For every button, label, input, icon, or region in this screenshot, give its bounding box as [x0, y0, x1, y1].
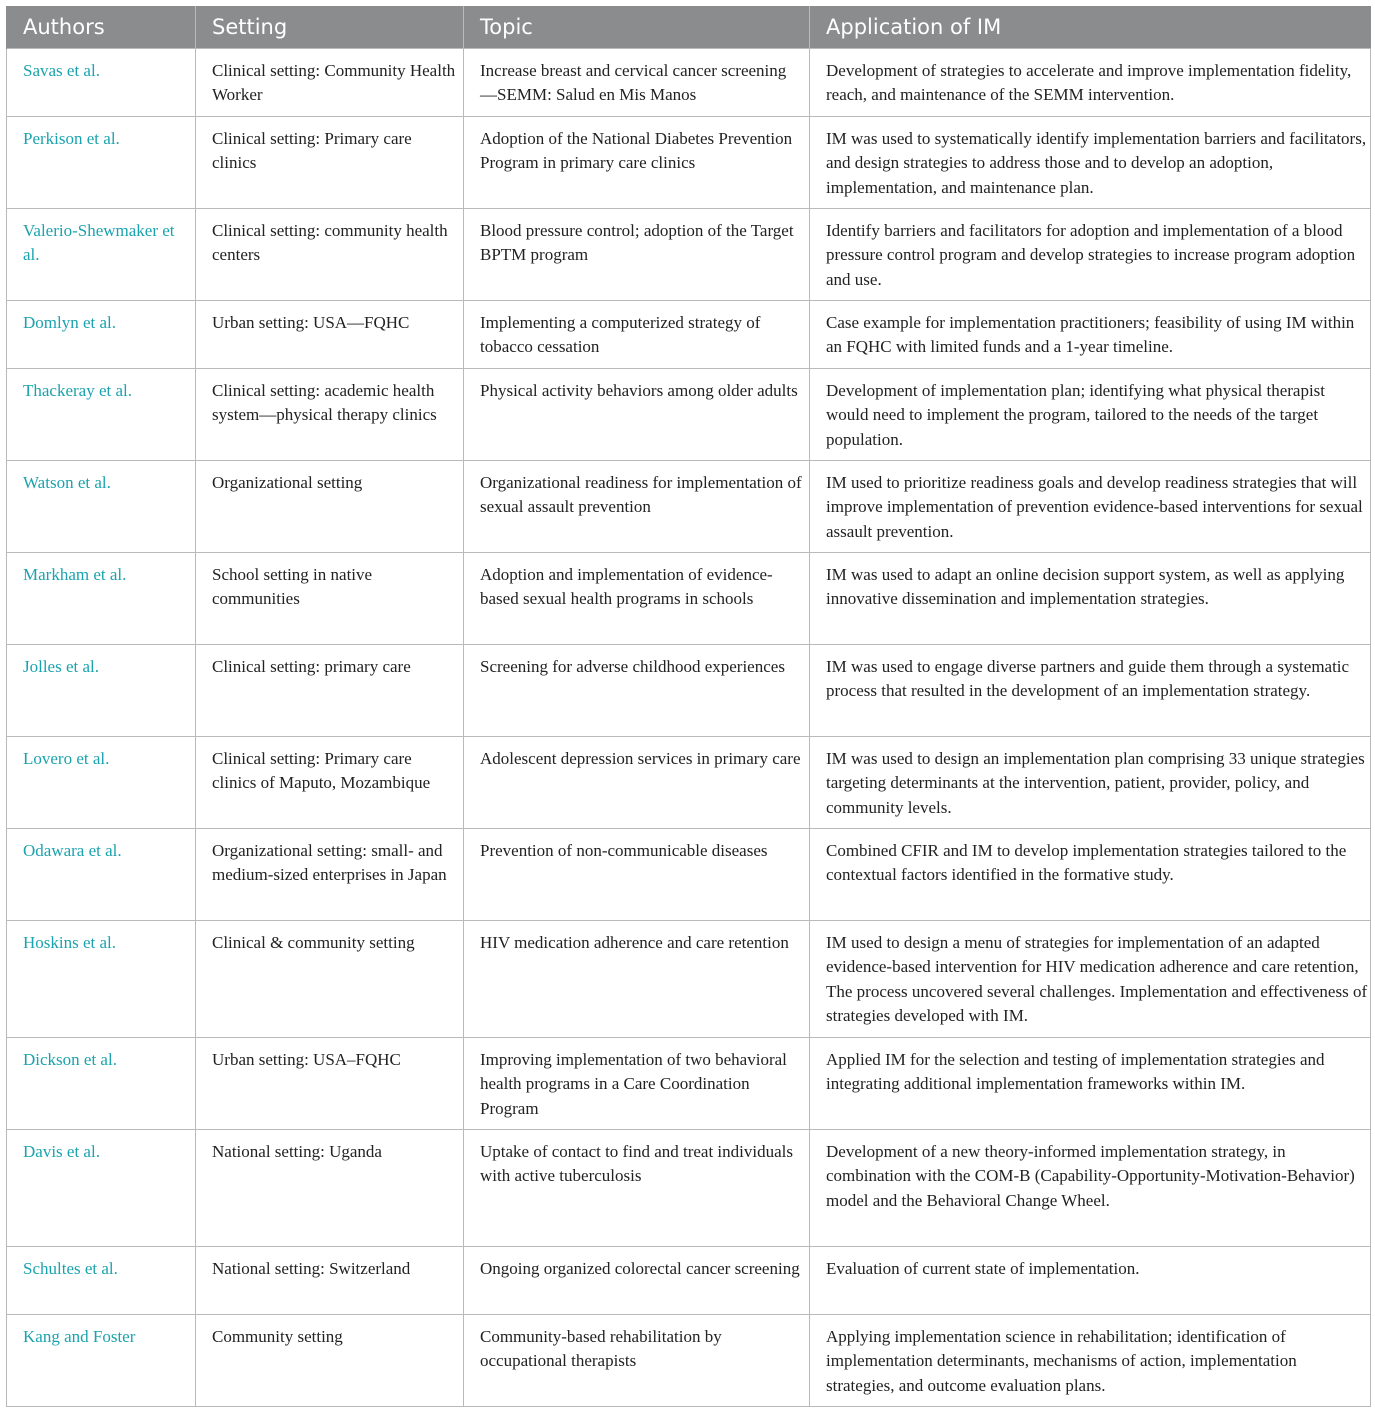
cell-topic: HIV medication adherence and care retention: [464, 920, 810, 1037]
table-row: [7, 552, 1371, 644]
cell-application: IM was used to engage diverse partners and guide them through a systematic process that resulted in the development of an implementation strategy.: [810, 644, 1371, 736]
table-row: [7, 920, 1371, 1037]
cell-topic: Physical activity behaviors among older adults: [464, 368, 810, 460]
cell-application: IM was used to design an implementation plan comprising 33 unique strategies targeting determinants at the intervention, patient, provider, policy, and community levels.: [810, 736, 1371, 828]
cell-authors[interactable]: Lovero et al.: [7, 736, 196, 828]
cell-application: Applying implementation science in rehabilitation; identification of implementation determinants, mechanisms of action, implementation strategies, and outcome evaluation plans.: [810, 1314, 1371, 1406]
table-row: [7, 1314, 1371, 1406]
cell-authors[interactable]: Perkison et al.: [7, 116, 196, 208]
cell-setting: Organizational setting: [196, 460, 464, 552]
cell-application: Development of a new theory-informed implementation strategy, in combination with the COM-B (Capability-Opportunity-Motivation-Behavior) model and the Behavioral Change Wheel.: [810, 1129, 1371, 1246]
cell-setting: Clinical setting: Primary care clinics: [196, 116, 464, 208]
cell-topic: Prevention of non-communicable diseases: [464, 828, 810, 920]
cell-authors[interactable]: Jolles et al.: [7, 644, 196, 736]
cell-authors[interactable]: Kang and Foster: [7, 1314, 196, 1406]
table-body: [7, 48, 1371, 1406]
cell-setting: Clinical & community setting: [196, 920, 464, 1037]
cell-authors[interactable]: Odawara et al.: [7, 828, 196, 920]
cell-application: Identify barriers and facilitators for adoption and implementation of a blood pressure control program and develop strategies to increase program adoption and use.: [810, 208, 1371, 300]
cell-topic: Improving implementation of two behavioral health programs in a Care Coordination Program: [464, 1037, 810, 1129]
table-row: [7, 1129, 1371, 1246]
table-row: [7, 300, 1371, 368]
header-topic: Topic: [464, 6, 810, 48]
cell-topic: Implementing a computerized strategy of tobacco cessation: [464, 300, 810, 368]
cell-setting: Clinical setting: Primary care clinics of Maputo, Mozambique: [196, 736, 464, 828]
cell-topic: Increase breast and cervical cancer screening—SEMM: Salud en Mis Manos: [464, 48, 810, 116]
cell-setting: Urban setting: USA–FQHC: [196, 1037, 464, 1129]
cell-topic: Adoption of the National Diabetes Prevention Program in primary care clinics: [464, 116, 810, 208]
cell-authors[interactable]: Markham et al.: [7, 552, 196, 644]
cell-application: IM used to design a menu of strategies for implementation of an adapted evidence-based intervention for HIV medication adherence and care retention, The process uncovered several challenges. Implementation and effectiveness of strategies developed with IM.: [810, 920, 1371, 1037]
header-application: Application of IM: [810, 6, 1371, 48]
cell-setting: Clinical setting: Community Health Worker: [196, 48, 464, 116]
cell-topic: Organizational readiness for implementation of sexual assault prevention: [464, 460, 810, 552]
table-row: [7, 116, 1371, 208]
cell-setting: Clinical setting: academic health system—physical therapy clinics: [196, 368, 464, 460]
cell-authors[interactable]: Watson et al.: [7, 460, 196, 552]
cell-authors[interactable]: Davis et al.: [7, 1129, 196, 1246]
cell-setting: Clinical setting: community health centers: [196, 208, 464, 300]
cell-topic: Ongoing organized colorectal cancer screening: [464, 1246, 810, 1314]
table-row: [7, 644, 1371, 736]
cell-application: IM used to prioritize readiness goals and develop readiness strategies that will improve implementation of prevention evidence-based interventions for sexual assault prevention.: [810, 460, 1371, 552]
cell-authors[interactable]: Domlyn et al.: [7, 300, 196, 368]
cell-setting: Organizational setting: small- and medium-sized enterprises in Japan: [196, 828, 464, 920]
cell-authors[interactable]: Thackeray et al.: [7, 368, 196, 460]
cell-topic: Adolescent depression services in primary care: [464, 736, 810, 828]
header-authors: Authors: [7, 6, 196, 48]
cell-authors[interactable]: Valerio-Shewmaker et al.: [7, 208, 196, 300]
cell-setting: School setting in native communities: [196, 552, 464, 644]
header-setting: Setting: [196, 6, 464, 48]
cell-application: IM was used to adapt an online decision support system, as well as applying innovative dissemination and implementation strategies.: [810, 552, 1371, 644]
table-row: [7, 1246, 1371, 1314]
cell-setting: Urban setting: USA—FQHC: [196, 300, 464, 368]
cell-application: Development of implementation plan; identifying what physical therapist would need to implement the program, tailored to the needs of the target population.: [810, 368, 1371, 460]
im-applications-table: [6, 6, 1371, 1407]
cell-authors[interactable]: Savas et al.: [7, 48, 196, 116]
table-row: [7, 208, 1371, 300]
cell-application: Evaluation of current state of implementation.: [810, 1246, 1371, 1314]
table-row: [7, 368, 1371, 460]
table-row: [7, 828, 1371, 920]
table-row: [7, 736, 1371, 828]
cell-application: Case example for implementation practitioners; feasibility of using IM within an FQHC with limited funds and a 1-year timeline.: [810, 300, 1371, 368]
cell-authors[interactable]: Dickson et al.: [7, 1037, 196, 1129]
cell-application: Combined CFIR and IM to develop implementation strategies tailored to the contextual factors identified in the formative study.: [810, 828, 1371, 920]
cell-topic: Blood pressure control; adoption of the Target BPTM program: [464, 208, 810, 300]
cell-application: Applied IM for the selection and testing of implementation strategies and integrating additional implementation frameworks within IM.: [810, 1037, 1371, 1129]
cell-topic: Screening for adverse childhood experiences: [464, 644, 810, 736]
cell-setting: National setting: Uganda: [196, 1129, 464, 1246]
cell-topic: Community-based rehabilitation by occupational therapists: [464, 1314, 810, 1406]
cell-application: IM was used to systematically identify implementation barriers and facilitators, and design strategies to address those and to develop an adoption, implementation, and maintenance plan.: [810, 116, 1371, 208]
table-row: [7, 1037, 1371, 1129]
cell-setting: National setting: Switzerland: [196, 1246, 464, 1314]
cell-application: Development of strategies to accelerate and improve implementation fidelity, reach, and maintenance of the SEMM intervention.: [810, 48, 1371, 116]
cell-topic: Uptake of contact to find and treat individuals with active tuberculosis: [464, 1129, 810, 1246]
cell-topic: Adoption and implementation of evidence-based sexual health programs in schools: [464, 552, 810, 644]
table-header-row: [7, 6, 1371, 48]
table-row: [7, 460, 1371, 552]
cell-setting: Community setting: [196, 1314, 464, 1406]
table-row: [7, 48, 1371, 116]
cell-setting: Clinical setting: primary care: [196, 644, 464, 736]
cell-authors[interactable]: Hoskins et al.: [7, 920, 196, 1037]
cell-authors[interactable]: Schultes et al.: [7, 1246, 196, 1314]
